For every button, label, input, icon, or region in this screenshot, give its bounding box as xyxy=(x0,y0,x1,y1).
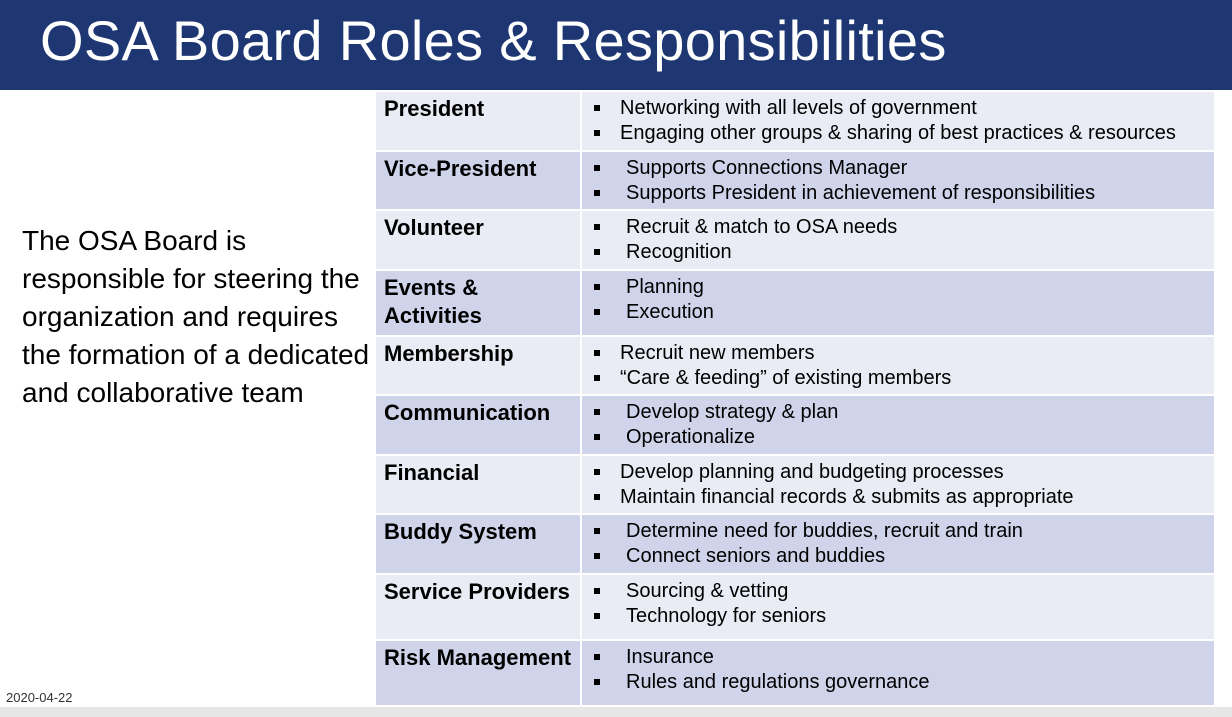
list-item: Technology for seniors xyxy=(592,604,1214,629)
role-responsibilities xyxy=(581,270,1215,336)
list-item: Supports Connections Manager xyxy=(592,156,1214,181)
intro-text: The OSA Board is responsible for steering the organization and requires the formation of a dedicated and collaborative team xyxy=(22,225,370,408)
list-item: Operationalize xyxy=(592,425,1214,450)
role-responsibilities xyxy=(581,395,1215,455)
role-responsibilities xyxy=(581,455,1215,514)
role-name: Vice-President xyxy=(375,151,581,210)
role-name: Volunteer xyxy=(375,210,581,270)
table-row xyxy=(375,395,1215,455)
slide-date: 2020-04-22 xyxy=(6,690,73,705)
table-row xyxy=(375,336,1215,395)
role-responsibilities xyxy=(581,151,1215,210)
list-item: Develop strategy & plan xyxy=(592,400,1214,425)
role-name: Risk Management xyxy=(375,640,581,706)
list-item: Recruit new members xyxy=(592,341,1214,366)
role-responsibilities xyxy=(581,91,1215,151)
table-row xyxy=(375,151,1215,210)
role-responsibilities xyxy=(581,514,1215,574)
table-row xyxy=(375,455,1215,514)
role-name: Membership xyxy=(375,336,581,395)
list-item: Recruit & match to OSA needs xyxy=(592,215,1214,240)
role-name: Financial xyxy=(375,455,581,514)
list-item: “Care & feeding” of existing members xyxy=(592,366,1214,391)
list-item: Determine need for buddies, recruit and train xyxy=(592,519,1214,544)
title-bar xyxy=(0,0,1232,90)
list-item: Planning xyxy=(592,275,1214,300)
list-item: Supports President in achievement of responsibilities xyxy=(592,181,1214,206)
role-responsibilities xyxy=(581,336,1215,395)
table-row xyxy=(375,91,1215,151)
role-name: Service Providers xyxy=(375,574,581,640)
list-item: Connect seniors and buddies xyxy=(592,544,1214,569)
slide-title: OSA Board Roles & Responsibilities xyxy=(40,9,947,72)
table-row xyxy=(375,270,1215,336)
list-item: Maintain financial records & submits as appropriate xyxy=(592,485,1214,510)
role-name: Communication xyxy=(375,395,581,455)
list-item: Sourcing & vetting xyxy=(592,579,1214,604)
list-item: Engaging other groups & sharing of best practices & resources xyxy=(592,121,1214,146)
role-responsibilities xyxy=(581,210,1215,270)
table-row xyxy=(375,574,1215,640)
bottom-strip xyxy=(0,707,1232,717)
table-row xyxy=(375,514,1215,574)
role-name: Events & Activities xyxy=(375,270,581,336)
list-item: Develop planning and budgeting processes xyxy=(592,460,1214,485)
list-item: Rules and regulations governance xyxy=(592,670,1214,695)
list-item: Recognition xyxy=(592,240,1214,265)
role-name: President xyxy=(375,91,581,151)
role-name: Buddy System xyxy=(375,514,581,574)
roles-table xyxy=(374,90,1216,707)
role-responsibilities xyxy=(581,574,1215,640)
table-row xyxy=(375,640,1215,706)
list-item: Networking with all levels of government xyxy=(592,96,1214,121)
role-responsibilities xyxy=(581,640,1215,706)
list-item: Execution xyxy=(592,300,1214,325)
list-item: Insurance xyxy=(592,645,1214,670)
table-row xyxy=(375,210,1215,270)
